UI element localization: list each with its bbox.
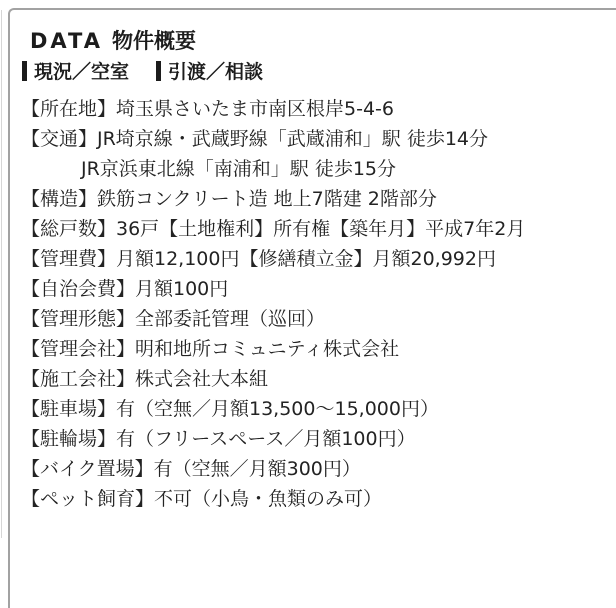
property-row-bicycle: 【駐輪場】有（フリースペース／月額100円） — [21, 428, 416, 450]
outer-container-edge — [1, 10, 2, 538]
property-row-parking: 【駐車場】有（空無／月額13,500～15,000円） — [21, 398, 439, 420]
property-row-association-fee: 【自治会費】月額100円 — [21, 278, 229, 300]
panel-title — [30, 25, 196, 55]
property-row-access: 【交通】JR埼京線・武蔵野線「武蔵浦和」駅 徒歩14分 — [21, 128, 489, 150]
property-details-list — [21, 94, 609, 514]
panel-title-text: 物件概要 — [112, 29, 197, 53]
property-row-motorbike: 【バイク置場】有（空無／月額300円） — [21, 458, 361, 480]
property-row-access-cont: JR京浜東北線「南浦和」駅 徒歩15分 — [81, 158, 397, 180]
property-row-management-type: 【管理形態】全部委託管理（巡回） — [21, 308, 326, 330]
panel-title-prefix: DATA — [30, 29, 104, 53]
status-current-label: 現況／空室 — [34, 61, 130, 83]
property-row-fees: 【管理費】月額12,100円【修繕積立金】月額20,992円 — [21, 248, 496, 270]
property-row-pets: 【ペット飼育】不可（小鳥・魚類のみ可） — [21, 488, 383, 510]
status-handover-label: 引渡／相談 — [168, 61, 264, 83]
property-row-location: 【所在地】埼玉県さいたま市南区根岸5-4-6 — [21, 98, 394, 120]
label-marker-icon — [22, 61, 27, 81]
property-row-units: 【総戸数】36戸【土地権利】所有権【築年月】平成7年2月 — [21, 218, 526, 240]
property-row-structure: 【構造】鉄筋コンクリート造 地上7階建 2階部分 — [21, 188, 437, 210]
property-row-construction-company: 【施工会社】株式会社大本組 — [21, 368, 269, 390]
status-line — [22, 57, 290, 84]
label-marker-icon — [156, 61, 161, 81]
status-item-handover — [156, 57, 263, 84]
status-item-current — [22, 57, 129, 84]
property-row-management-company: 【管理会社】明和地所コミュニティ株式会社 — [21, 338, 400, 360]
